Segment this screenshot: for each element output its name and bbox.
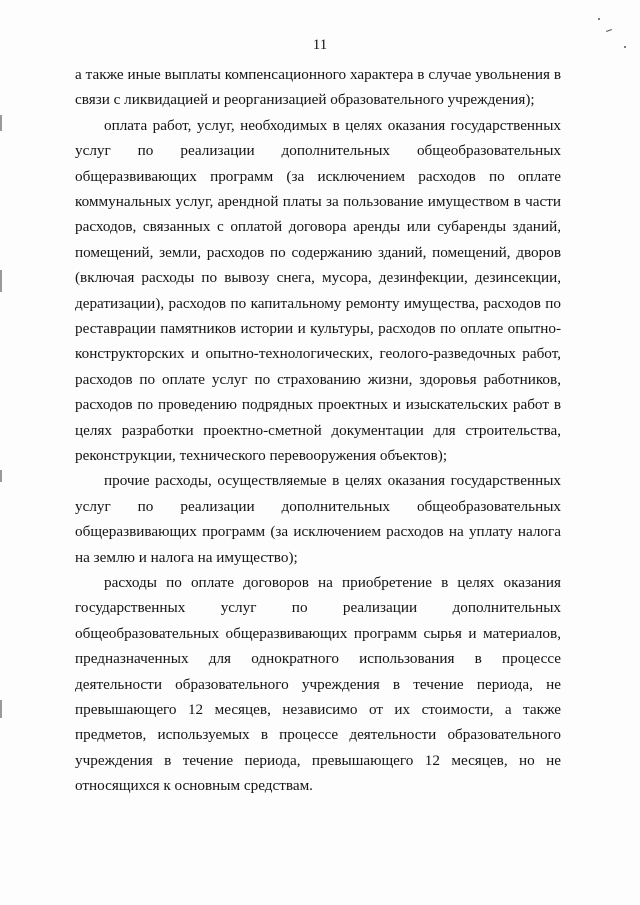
text-line: превышающего 12 месяцев, независимо от их стоимости, а также bbox=[75, 701, 561, 718]
text-line: относящихся к основным средствам. bbox=[75, 777, 313, 795]
text-line: услуг по реализации дополнительных общеобразовательных bbox=[75, 142, 561, 160]
text-line: учреждения в течение периода, превышающего 12 месяцев, но не bbox=[75, 751, 561, 769]
scan-edge-mark bbox=[0, 700, 2, 718]
text-line: услуг по реализации дополнительных общеобразовательных bbox=[75, 497, 561, 515]
text-line: общеразвивающих программ (за исключением расходов по оплате bbox=[75, 167, 561, 185]
text-line: деятельности образовательного учреждения в течение периода, не bbox=[75, 675, 561, 693]
text-line: предметов, используемых в процессе деятельности образовательного bbox=[75, 726, 561, 744]
text-line: расходов по проведению подрядных проектных и изыскательских работ в bbox=[75, 396, 561, 414]
text-line: общеразвивающих программ (за исключением расходов на уплату налога bbox=[75, 523, 561, 541]
text-line: государственных услуг по реализации дополнительных bbox=[75, 599, 561, 617]
text-line: а также иные выплаты компенсационного характера в случае увольнения в bbox=[75, 66, 561, 83]
text-line: целях разработки проектно-сметной документации для строительства, bbox=[75, 421, 561, 439]
text-line: оплата работ, услуг, необходимых в целях оказания государственных bbox=[104, 116, 561, 134]
text-line: коммунальных услуг, арендной платы за пользование имуществом в части bbox=[75, 193, 561, 210]
scan-speck bbox=[606, 29, 612, 32]
scan-edge-mark bbox=[0, 115, 2, 131]
text-line: помещений, земли, расходов по содержанию зданий, помещений, дворов bbox=[75, 243, 561, 261]
text-line: предназначенных для однократного использования в процессе bbox=[75, 650, 561, 668]
text-line: прочие расходы, осуществляемые в целях оказания государственных bbox=[104, 472, 561, 490]
scan-edge-mark bbox=[0, 270, 2, 292]
scan-edge-mark bbox=[0, 470, 2, 482]
text-line: расходов по оплате услуг по страхованию жизни, здоровья работников, bbox=[75, 370, 561, 388]
text-line: дератизации), расходов по капитальному ремонту имущества, расходов по bbox=[75, 294, 561, 312]
scan-speck bbox=[598, 18, 600, 20]
text-line: общеобразовательных общеразвивающих программ сырья и материалов, bbox=[75, 624, 561, 642]
text-line: конструкторских и опытно-технологических, геолого-разведочных работ, bbox=[75, 345, 561, 363]
text-line: на землю и налога на имущество); bbox=[75, 548, 298, 566]
page-number: 11 bbox=[312, 37, 328, 53]
text-line: (включая расходы по вывозу снега, мусора, дезинфекции, дезинсекции, bbox=[75, 269, 561, 287]
scan-speck bbox=[624, 46, 626, 48]
text-line: расходов, связанных с оплатой договора аренды или субаренды зданий, bbox=[75, 218, 561, 236]
text-line: реконструкции, технического перевооружения объектов); bbox=[75, 447, 448, 464]
text-line: связи с ликвидацией и реорганизацией образовательного учреждения); bbox=[75, 91, 535, 109]
text-line: реставрации памятников истории и культуры, расходов по оплате опытно- bbox=[75, 320, 561, 337]
text-line: расходы по оплате договоров на приобретение в целях оказания bbox=[104, 574, 561, 591]
